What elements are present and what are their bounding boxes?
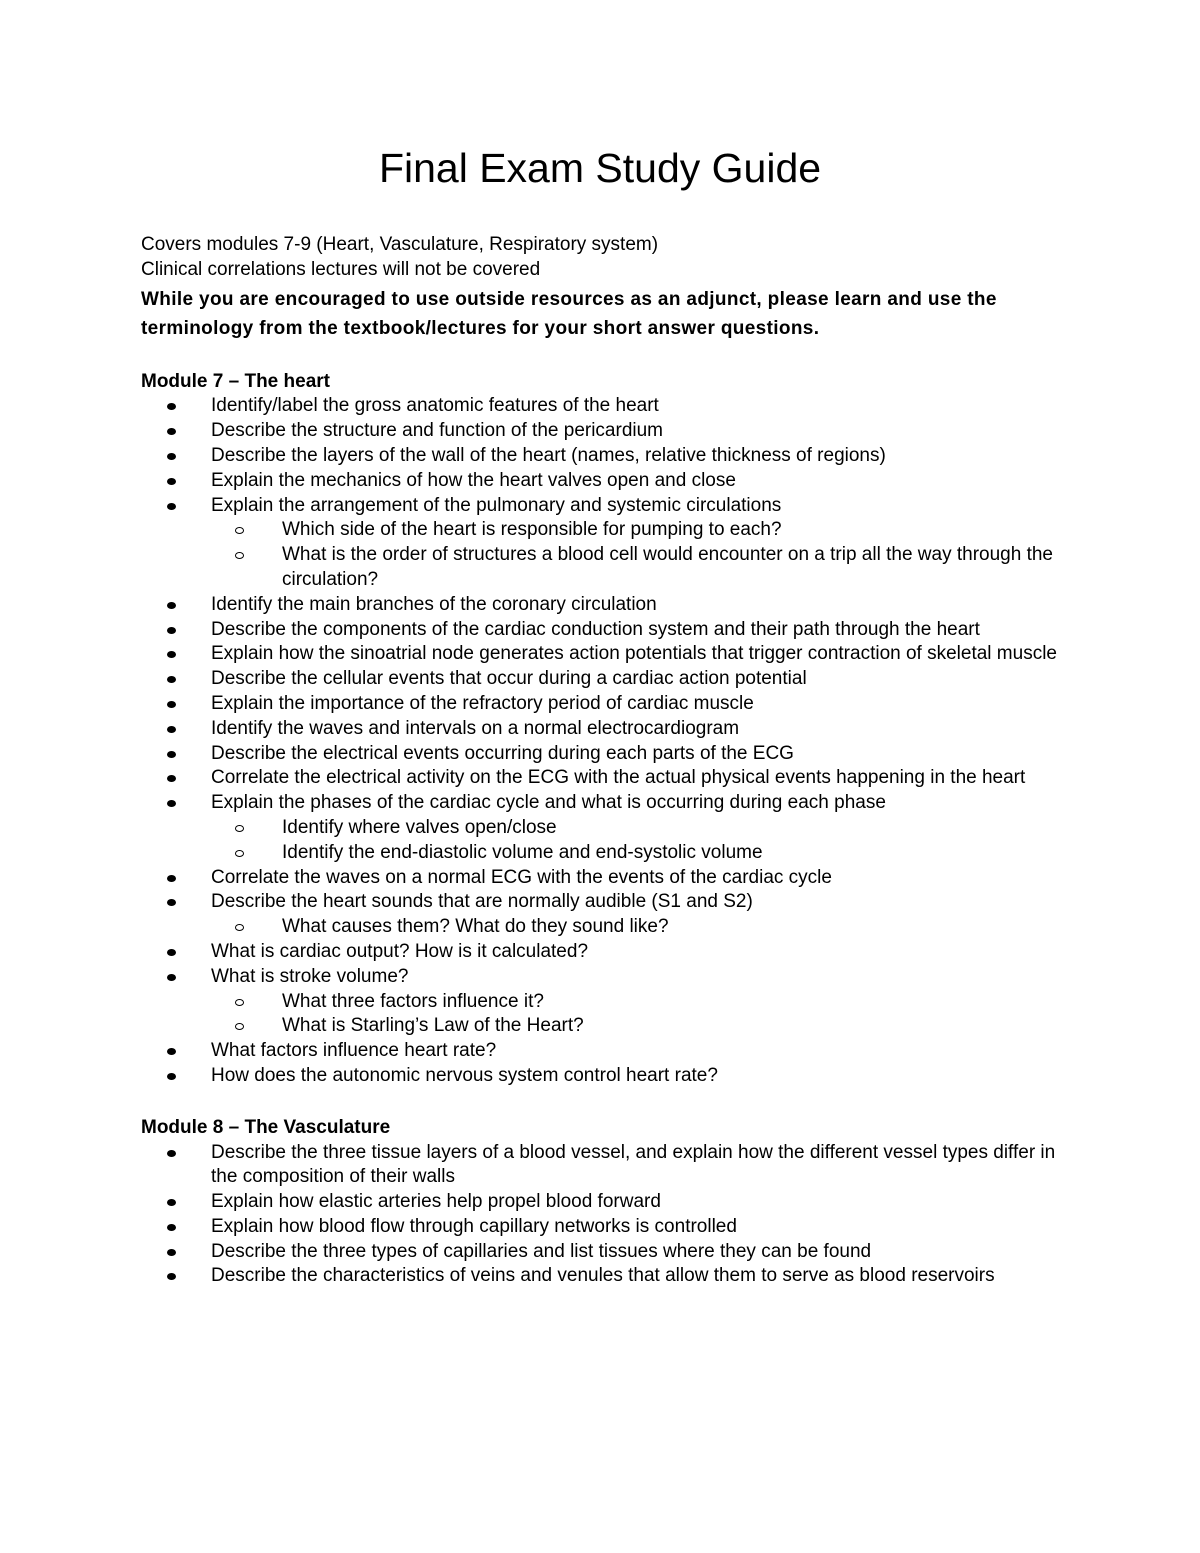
bullet-icon [167, 478, 176, 485]
list-item-text: Explain how blood flow through capillary networks is controlled [211, 1215, 737, 1237]
list-item [141, 1141, 1061, 1191]
list-item [141, 940, 1061, 965]
hollow-bullet-icon [235, 552, 244, 559]
bullet-icon [167, 428, 176, 435]
bullet-icon [167, 627, 176, 634]
bullet-icon [167, 651, 176, 658]
bullet-icon [167, 775, 176, 782]
bullet-icon [167, 875, 176, 882]
list-item [141, 667, 1061, 692]
list-item-text: Describe the layers of the wall of the heart (names, relative thickness of regions) [211, 444, 886, 466]
module-objectives-list [141, 394, 1061, 1088]
list-item-text: Describe the characteristics of veins and venules that allow them to serve as blood reservoirs [211, 1265, 995, 1287]
bullet-icon [167, 1048, 176, 1055]
sub-list-item-text: Identify where valves open/close [282, 816, 557, 838]
list-item-text: How does the autonomic nervous system control heart rate? [211, 1064, 718, 1086]
hollow-bullet-icon [235, 850, 244, 857]
list-item-text: Explain how elastic arteries help propel blood forward [211, 1191, 661, 1213]
list-item [141, 593, 1061, 618]
sub-list-item-text: What is the order of structures a blood cell would encounter on a trip all the way through the circulation? [282, 544, 1053, 590]
bullet-icon [167, 453, 176, 460]
list-item-text: Describe the three tissue layers of a blood vessel, and explain how the different vessel types differ in the composition of their walls [211, 1141, 1056, 1188]
list-item [141, 618, 1061, 643]
list-item-text: Describe the heart sounds that are normally audible (S1 and S2) [211, 891, 753, 913]
list-item-text: Correlate the electrical activity on the ECG with the actual physical events happening in the heart [211, 767, 1026, 789]
sub-list-item-text: Which side of the heart is responsible for pumping to each? [282, 519, 782, 541]
sub-list [211, 518, 1061, 592]
list-item [141, 791, 1061, 865]
modules-container [141, 370, 1061, 1290]
list-item [141, 469, 1061, 494]
list-item-text: Explain how the sinoatrial node generates action potentials that trigger contraction of skeletal muscle [211, 643, 1057, 665]
list-item [141, 1264, 1061, 1289]
list-item [141, 1240, 1061, 1265]
sub-list-item-text: What causes them? What do they sound like? [282, 916, 669, 938]
list-item [141, 642, 1061, 667]
module-objectives-list [141, 1141, 1061, 1290]
sub-list-item-text: Identify the end-diastolic volume and end-systolic volume [282, 841, 763, 863]
list-item-text: Identify the main branches of the coronary circulation [211, 593, 657, 615]
list-item [141, 890, 1061, 940]
bullet-icon [167, 800, 176, 807]
hollow-bullet-icon [235, 924, 244, 931]
list-item [141, 494, 1061, 593]
hollow-bullet-icon [235, 1023, 244, 1030]
list-item-text: Correlate the waves on a normal ECG with the events of the cardiac cycle [211, 866, 832, 888]
list-item [141, 1064, 1061, 1089]
list-item [141, 444, 1061, 469]
sub-list-item [211, 915, 1061, 940]
list-item-text: Explain the importance of the refractory period of cardiac muscle [211, 692, 754, 714]
bullet-icon [167, 1273, 176, 1280]
list-item [141, 419, 1061, 444]
list-item [141, 866, 1061, 891]
page-title: Final Exam Study Guide [378, 145, 822, 191]
list-item [141, 965, 1061, 1039]
sub-list-item-text: What three factors influence it? [282, 990, 544, 1012]
sub-list-item [211, 816, 1061, 841]
bullet-icon [167, 503, 176, 510]
bullet-icon [167, 1150, 176, 1157]
list-item-text: What is stroke volume? [211, 965, 409, 987]
sub-list-item [211, 518, 1061, 543]
list-item-text: What is cardiac output? How is it calculated? [211, 940, 589, 962]
bullet-icon [167, 1199, 176, 1206]
bullet-icon [167, 1224, 176, 1231]
list-item [141, 1215, 1061, 1240]
list-item-text: Describe the structure and function of the pericardium [211, 420, 664, 442]
sub-list-item [211, 990, 1061, 1015]
hollow-bullet-icon [235, 527, 244, 534]
list-item-text: Describe the three types of capillaries and list tissues where they can be found [211, 1240, 872, 1262]
hollow-bullet-icon [235, 825, 244, 832]
list-item-text: What factors influence heart rate? [211, 1040, 497, 1062]
bullet-icon [167, 726, 176, 733]
list-item-text: Explain the phases of the cardiac cycle and what is occurring during each phase [211, 792, 886, 814]
bullet-icon [167, 949, 176, 956]
list-item-text: Explain the arrangement of the pulmonary and systemic circulations [211, 494, 782, 516]
bullet-icon [167, 1249, 176, 1256]
sub-list [211, 990, 1061, 1040]
bullet-icon [167, 701, 176, 708]
document-body [141, 233, 1061, 1289]
module-heading: Module 8 – The Vasculature [141, 1116, 391, 1138]
list-item-text: Explain the mechanics of how the heart valves open and close [211, 469, 736, 491]
list-item [141, 766, 1061, 791]
list-item-text: Identify/label the gross anatomic features of the heart [211, 395, 659, 417]
list-item [141, 394, 1061, 419]
list-item [141, 717, 1061, 742]
sub-list [211, 816, 1061, 866]
sub-list-item-text: What is Starling’s Law of the Heart? [282, 1015, 584, 1037]
list-item-text: Describe the cellular events that occur during a cardiac action potential [211, 668, 807, 690]
sub-list-item [211, 841, 1061, 866]
bullet-icon [167, 1073, 176, 1080]
list-item [141, 1039, 1061, 1064]
list-item-text: Describe the electrical events occurring during each parts of the ECG [211, 742, 794, 764]
list-item [141, 742, 1061, 767]
sub-list [211, 915, 1061, 940]
module-heading: Module 7 – The heart [141, 370, 330, 392]
bullet-icon [167, 751, 176, 758]
terminology-note: While you are encouraged to use outside resources as an adjunct, please learn and use the terminology from the textbook/lectures for your short answer questions. [141, 288, 997, 339]
bullet-icon [167, 403, 176, 410]
sub-list-item [211, 543, 1061, 593]
hollow-bullet-icon [235, 999, 244, 1006]
list-item-text: Describe the components of the cardiac conduction system and their path through the heart [211, 618, 980, 640]
intro-line: Clinical correlations lectures will not be covered [141, 258, 541, 280]
list-item [141, 692, 1061, 717]
bullet-icon [167, 974, 176, 981]
bullet-icon [167, 899, 176, 906]
sub-list-item [211, 1014, 1061, 1039]
list-item-text: Identify the waves and intervals on a normal electrocardiogram [211, 717, 740, 739]
intro-line: Covers modules 7-9 (Heart, Vasculature, Respiratory system) [141, 234, 659, 255]
list-item [141, 1190, 1061, 1215]
bullet-icon [167, 676, 176, 683]
bullet-icon [167, 602, 176, 609]
